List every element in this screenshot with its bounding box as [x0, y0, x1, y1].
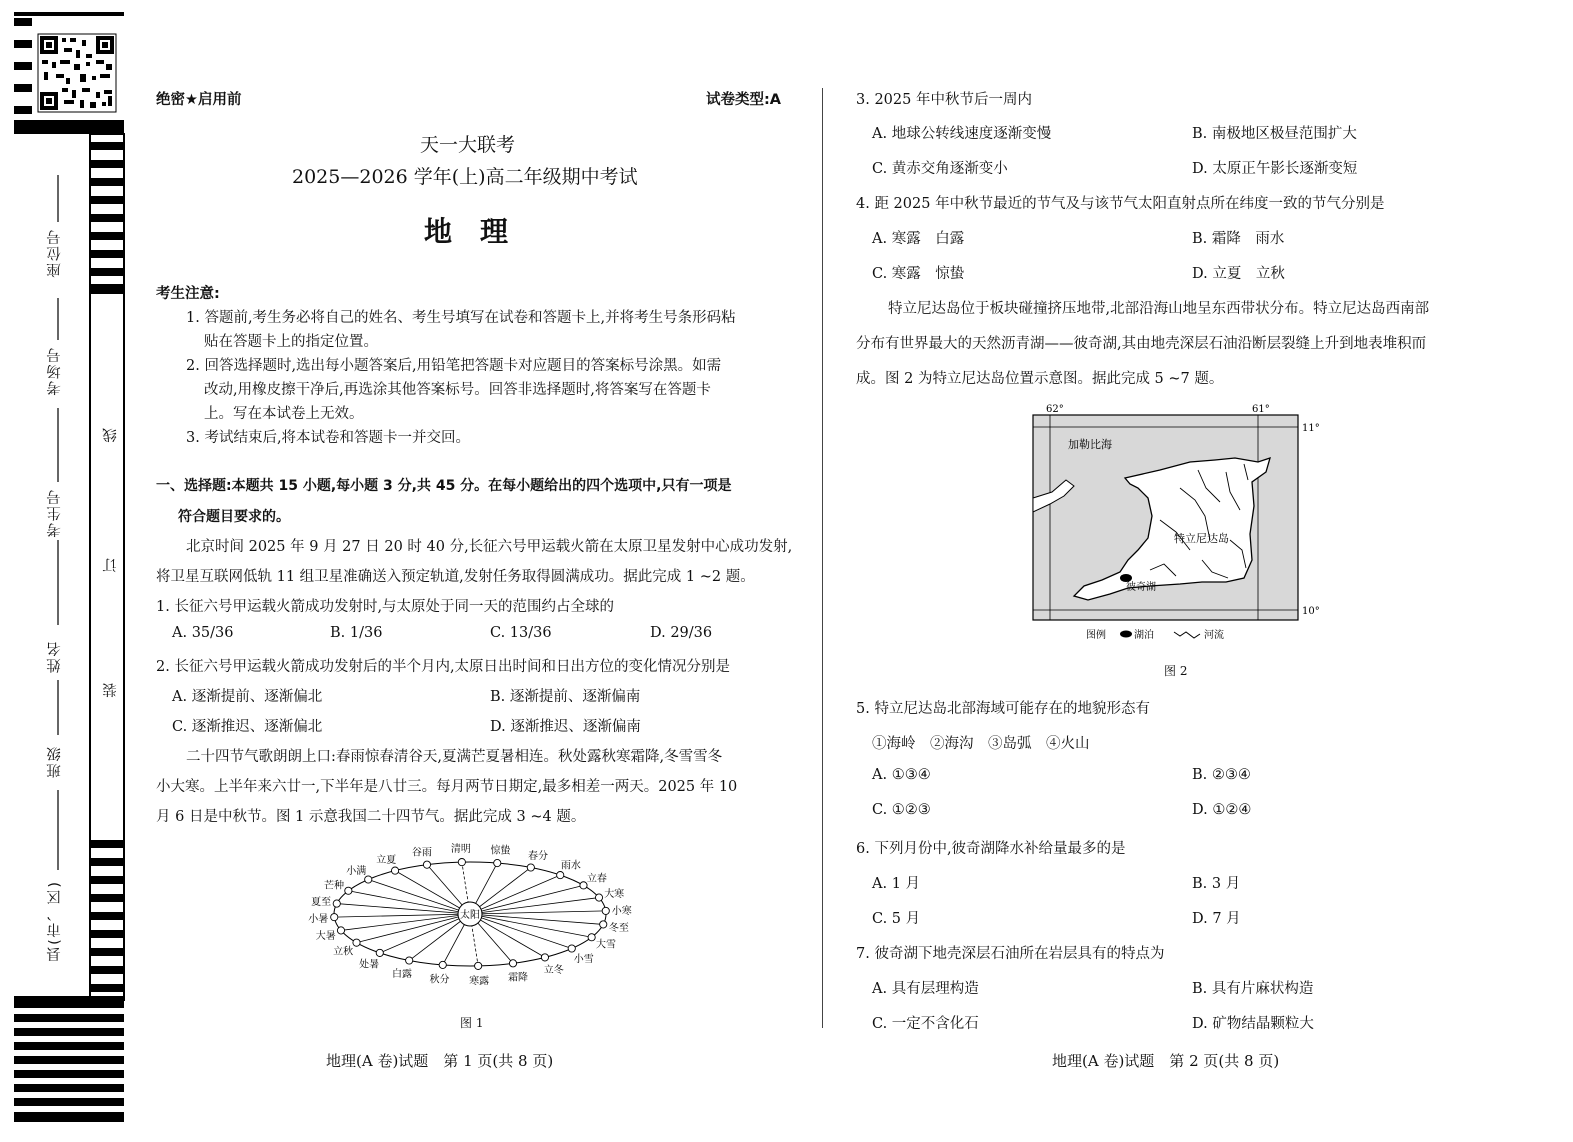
q2-option-a: A. 逐渐提前、逐渐偏北	[172, 689, 323, 705]
solar-term-label: 惊蛰	[490, 845, 511, 857]
secrecy-label: 绝密★启用前	[156, 92, 242, 108]
section1-title: 一、选择题:本题共 15 小题,每小题 3 分,共 45 分。在每小题给出的四个选项中,只有一项是	[156, 478, 732, 494]
page-divider	[822, 88, 823, 1028]
field-student-number: 考生号	[47, 488, 63, 538]
exam-org: 天一大联考	[420, 134, 516, 156]
exam-title: 2025—2026 学年(上)高二年级期中考试	[292, 166, 638, 188]
legend-river-icon	[1174, 632, 1200, 638]
q6-option-d: D. 7 月	[1192, 911, 1241, 927]
q7-option-d: D. 矿物结晶颗粒大	[1192, 1016, 1314, 1032]
material3-line2: 分布有世界最大的天然沥青湖——彼奇湖,其由地壳深层石油沿断层裂缝上升到地表堆积而	[856, 336, 1427, 352]
question-1-stem: 1. 长征六号甲运载火箭成功发射时,与太原处于同一天的范围约占全球的	[156, 599, 615, 615]
q7-option-b: B. 具有片麻状构造	[1192, 981, 1314, 997]
notice-item-2-cont2: 上。写在本试卷上无效。	[204, 406, 364, 422]
solar-term-label: 小寒	[611, 906, 632, 918]
q2-option-d: D. 逐渐推迟、逐渐偏南	[490, 719, 641, 735]
q1-option-a: A. 35/36	[172, 625, 234, 641]
solar-term-label: 小暑	[308, 913, 329, 925]
q1-option-b: B. 1/36	[330, 625, 383, 641]
solar-term-label: 大寒	[604, 889, 625, 901]
solar-term-point	[337, 927, 344, 934]
field-exam-room: 考场号	[47, 346, 63, 396]
q3-option-b: B. 南极地区极昼范围扩大	[1192, 126, 1357, 142]
field-name: 姓名	[47, 640, 63, 673]
notice-item-1-cont: 贴在答题卡上的指定位置。	[204, 334, 378, 350]
figure-1-caption: 图 1	[460, 1016, 484, 1030]
question-5-stem: 5. 特立尼达岛北部海域可能存在的地貌形态有	[856, 701, 1150, 717]
solar-term-point	[376, 949, 383, 956]
lake-label: 彼奇湖	[1126, 582, 1156, 593]
q5-option-d: D. ①②④	[1192, 802, 1252, 818]
solar-term-point	[458, 858, 465, 865]
binding-mark-pack: 装	[103, 683, 119, 698]
notice-item-1: 1. 答题前,考生务必将自己的姓名、考生号填写在试卷和答题卡上,并将考生号条形码粘	[186, 310, 736, 326]
solar-term-point	[333, 900, 340, 907]
question-3-stem: 3. 2025 年中秋节后一周内	[856, 92, 1032, 108]
solar-term-label: 春分	[527, 850, 548, 862]
q1-option-c: C. 13/36	[490, 625, 552, 641]
q1-option-d: D. 29/36	[650, 625, 713, 641]
notice-item-2-cont: 改动,用橡皮擦干净后,再选涂其他答案标号。回答非选择题时,将答案写在答题卡	[204, 382, 711, 398]
solar-term-label: 小满	[346, 866, 367, 878]
material3-line3: 成。图 2 为特立尼达岛位置示意图。据此完成 5 ~7 题。	[856, 371, 1224, 387]
legend-lake-icon	[1120, 631, 1132, 638]
solar-term-label: 寒露	[469, 975, 490, 987]
solar-term-label: 小雪	[573, 953, 594, 965]
legend-lake-label: 湖泊	[1134, 630, 1154, 641]
solar-term-point	[600, 921, 607, 928]
solar-term-point	[331, 914, 338, 921]
solar-term-point	[602, 907, 609, 914]
qr-code-icon	[38, 34, 116, 112]
q7-option-a: A. 具有层理构造	[872, 981, 979, 997]
question-4-stem: 4. 距 2025 年中秋节最近的节气及与该节气太阳直射点所在纬度一致的节气分别是	[856, 196, 1385, 212]
pitch-lake-icon	[1120, 574, 1132, 582]
sun-label: 太阳	[460, 910, 480, 921]
q5-items: ①海岭 ②海沟 ③岛弧 ④火山	[872, 736, 1090, 752]
legend-title: 图例	[1086, 630, 1106, 641]
q6-option-c: C. 5 月	[872, 911, 921, 927]
footer-left: 地理(A 卷)试题 第 1 页(共 8 页)	[326, 1052, 554, 1070]
q4-option-c: C. 寒露 惊蛰	[872, 266, 965, 282]
solar-term-point	[541, 954, 548, 961]
solar-term-ray	[348, 891, 470, 914]
solar-term-point	[391, 867, 398, 874]
footer-right: 地理(A 卷)试题 第 2 页(共 8 页)	[1052, 1052, 1280, 1070]
figure-2-caption: 图 2	[1164, 664, 1188, 678]
binding-mark-line: 线	[103, 428, 119, 443]
solar-term-ray	[470, 914, 603, 924]
q3-option-d: D. 太原正午影长逐渐变短	[1192, 161, 1358, 177]
solar-term-label: 处暑	[359, 959, 380, 971]
q6-option-a: A. 1 月	[872, 876, 921, 892]
solar-term-point	[475, 962, 482, 969]
q2-option-b: B. 逐渐提前、逐渐偏南	[490, 689, 641, 705]
notice-title: 考生注意:	[156, 286, 220, 302]
legend-river-label: 河流	[1204, 630, 1224, 641]
material2-line1: 二十四节气歌朗朗上口:春雨惊春清谷天,夏满芒夏暑相连。秋处露秋寒霜降,冬雪雪冬	[186, 749, 723, 765]
lon-right-label: 61°	[1252, 404, 1270, 415]
solar-term-point	[568, 945, 575, 952]
lat-top-label: 11°	[1302, 423, 1320, 434]
solar-term-label: 白露	[392, 969, 413, 981]
solar-term-label: 立秋	[333, 946, 354, 958]
solar-term-point	[353, 939, 360, 946]
q6-option-b: B. 3 月	[1192, 876, 1241, 892]
figure-2-trinidad-map	[1030, 400, 1330, 645]
material2-line2: 小大寒。上半年来六廿一,下半年是八廿三。每月两节日期定,最多相差一两天。2025 年 10	[156, 779, 738, 795]
solar-term-label: 谷雨	[411, 847, 432, 859]
solar-term-point	[557, 871, 564, 878]
binding-mark-bind: 订	[103, 558, 119, 573]
solar-term-label: 立冬	[543, 965, 564, 977]
field-class: 班级	[47, 745, 63, 778]
q5-option-c: C. ①②③	[872, 802, 931, 818]
q3-option-a: A. 地球公转线速度逐渐变慢	[872, 126, 1052, 142]
lat-bottom-label: 10°	[1302, 606, 1320, 617]
q4-option-b: B. 霜降 雨水	[1192, 231, 1285, 247]
notice-item-3: 3. 考试结束后,将本试卷和答题卡一并交回。	[186, 430, 471, 446]
solar-term-label: 霜降	[508, 972, 529, 984]
island-label: 特立尼达岛	[1174, 532, 1229, 545]
question-6-stem: 6. 下列月份中,彼奇湖降水补给量最多的是	[856, 841, 1126, 857]
question-2-stem: 2. 长征六号甲运载火箭成功发射后的半个月内,太原日出时间和日出方位的变化情况分别是	[156, 659, 731, 675]
field-seat-number: 座位号	[47, 228, 63, 278]
solar-term-point	[527, 864, 534, 871]
q5-option-b: B. ②③④	[1192, 767, 1251, 783]
lon-left-label: 62°	[1046, 404, 1064, 415]
subject-title: 地 理	[424, 215, 509, 248]
paper-type-label: 试卷类型:A	[706, 92, 782, 108]
solar-term-ray	[337, 904, 470, 914]
solar-term-point	[423, 861, 430, 868]
material2-line3: 月 6 日是中秋节。图 1 示意我国二十四节气。据此完成 3 ~4 题。	[156, 809, 586, 825]
question-7-stem: 7. 彼奇湖下地壳深层石油所在岩层具有的特点为	[856, 946, 1165, 962]
material1-line2: 将卫星互联网低轨 11 组卫星准确送入预定轨道,发射任务取得圆满成功。据此完成 1 ~2 题。	[156, 569, 755, 585]
section1-title-cont: 符合题目要求的。	[178, 509, 290, 525]
material3-line1: 特立尼达岛位于板块碰撞挤压地带,北部沿海山地呈东西带状分布。特立尼达岛西南部	[888, 301, 1430, 317]
solar-term-label: 清明	[450, 844, 471, 856]
solar-term-point	[595, 894, 602, 901]
q2-option-c: C. 逐渐推迟、逐渐偏北	[172, 719, 323, 735]
figure-1-solar-terms	[300, 832, 640, 1010]
solar-term-point	[439, 961, 446, 968]
solar-term-label: 夏至	[311, 896, 332, 908]
solar-term-point	[406, 957, 413, 964]
solar-term-label: 立春	[586, 873, 607, 885]
q3-option-c: C. 黄赤交角逐渐变小	[872, 161, 1008, 177]
solar-term-label: 秋分	[429, 974, 450, 986]
solar-term-label: 芒种	[324, 880, 345, 892]
q4-option-d: D. 立夏 立秋	[1192, 266, 1285, 282]
solar-term-label: 大暑	[315, 930, 336, 942]
q5-option-a: A. ①③④	[872, 767, 931, 783]
solar-term-label: 大雪	[595, 939, 616, 951]
field-county: 县(市、区)	[47, 880, 63, 962]
binding-strip	[0, 0, 130, 1138]
sea-label: 加勒比海	[1068, 438, 1112, 451]
solar-term-point	[345, 887, 352, 894]
notice-item-2: 2. 回答选择题时,选出每小题答案后,用铅笔把答题卡对应题目的答案标号涂黑。如需	[186, 358, 722, 374]
solar-term-ray	[470, 914, 592, 937]
solar-term-point	[494, 859, 501, 866]
solar-term-label: 冬至	[608, 923, 629, 935]
solar-term-point	[588, 934, 595, 941]
q7-option-c: C. 一定不含化石	[872, 1016, 979, 1032]
solar-term-point	[509, 960, 516, 967]
solar-term-label: 雨水	[560, 860, 581, 872]
solar-term-label: 立夏	[376, 854, 397, 866]
material1-line1: 北京时间 2025 年 9 月 27 日 20 时 40 分,长征六号甲运载火箭在太原卫星发射中心成功发射,	[186, 539, 793, 555]
q4-option-a: A. 寒露 白露	[872, 231, 965, 247]
